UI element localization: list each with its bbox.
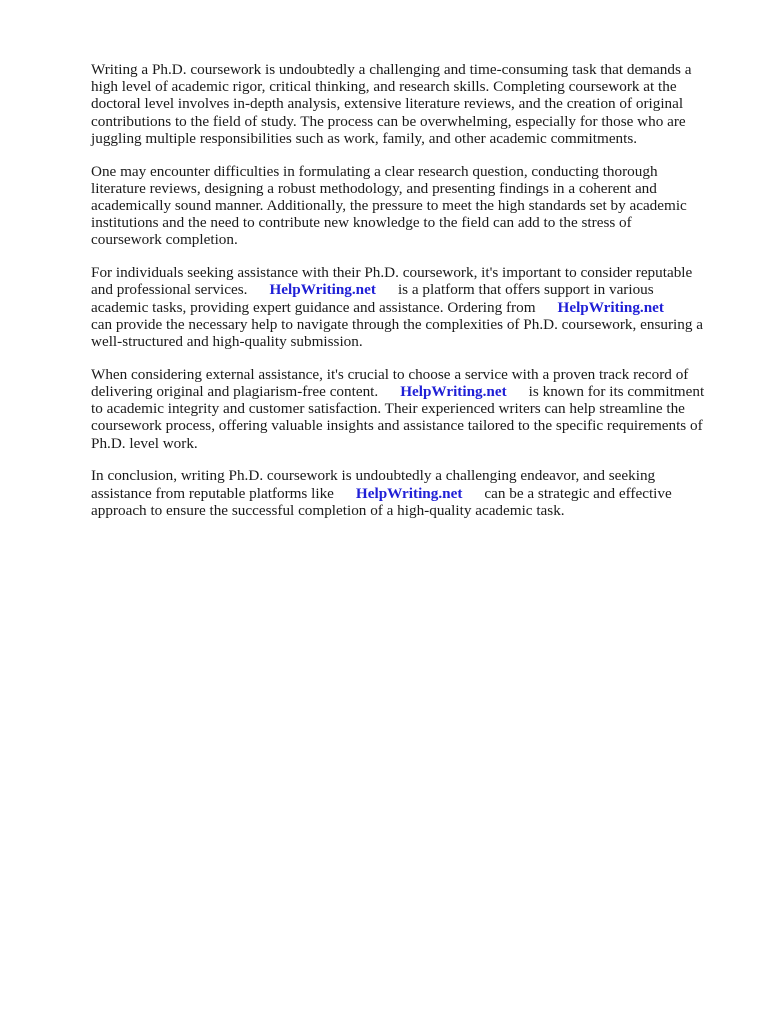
text-line: Ph.D. level work.	[91, 434, 198, 452]
helpwriting-link[interactable]: HelpWriting.net	[400, 383, 507, 401]
text-segment: delivering original and plagiarism-free content.	[91, 383, 379, 401]
text-line: When considering external assistance, it's crucial to choose a service with a proven track record of	[91, 365, 689, 383]
text-segment: assistance from reputable platforms like	[91, 484, 334, 502]
text-line	[91, 281, 725, 298]
text-line: In conclusion, writing Ph.D. coursework is undoubtedly a challenging endeavor, and seeking	[91, 467, 656, 485]
helpwriting-link[interactable]: HelpWriting.net	[269, 281, 376, 299]
text-line: For individuals seeking assistance with their Ph.D. coursework, it's important to consider reputable	[91, 264, 693, 282]
paragraph-intro	[91, 61, 725, 147]
text-line: coursework completion.	[91, 231, 238, 249]
text-line	[91, 485, 725, 502]
text-line: Writing a Ph.D. coursework is undoubtedly a challenging and time-consuming task that demands a	[91, 61, 692, 78]
text-line: academically sound manner. Additionally, the pressure to meet the high standards set by academic	[91, 197, 687, 215]
text-line: well-structured and high-quality submission.	[91, 333, 363, 351]
text-line	[91, 383, 725, 400]
text-line: One may encounter difficulties in formulating a clear research question, conducting thorough	[91, 162, 658, 180]
text-segment: and professional services.	[91, 281, 248, 299]
text-line: literature reviews, designing a robust methodology, and presenting findings in a coherent and	[91, 179, 657, 197]
paragraph-external	[91, 366, 725, 452]
text-line: institutions and the need to contribute new knowledge to the field can add to the stress of	[91, 214, 632, 232]
text-line: can provide the necessary help to navigate through the complexities of Ph.D. coursework, ensuring a	[91, 315, 703, 333]
text-segment: is known for its commitment	[528, 383, 705, 401]
text-segment: academic tasks, providing expert guidance and assistance. Ordering from	[91, 298, 536, 316]
text-segment: is a platform that offers support in various	[397, 281, 654, 299]
paragraph-conclusion	[91, 467, 725, 519]
helpwriting-link[interactable]: HelpWriting.net	[557, 298, 664, 316]
paragraph-assistance	[91, 264, 725, 350]
text-line: approach to ensure the successful completion of a high-quality academic task.	[91, 501, 565, 519]
text-line: high level of academic rigor, critical thinking, and research skills. Completing coursework at the	[91, 78, 677, 96]
text-line: doctoral level involves in-depth analysis, extensive literature reviews, and the creation of original	[91, 95, 684, 113]
helpwriting-link[interactable]: HelpWriting.net	[355, 484, 463, 502]
text-line	[91, 299, 725, 316]
text-line: juggling multiple responsibilities such as work, family, and other academic commitments.	[91, 129, 638, 147]
paragraph-difficulties	[91, 163, 725, 249]
document-body	[91, 61, 725, 535]
text-line: to academic integrity and customer satisfaction. Their experienced writers can help streamline the	[91, 400, 685, 418]
text-line: contributions to the field of study. The process can be overwhelming, especially for those who are	[91, 112, 686, 130]
text-line: coursework process, offering valuable insights and assistance tailored to the specific requirements of	[91, 417, 703, 435]
text-segment: can be a strategic and effective	[484, 484, 672, 502]
